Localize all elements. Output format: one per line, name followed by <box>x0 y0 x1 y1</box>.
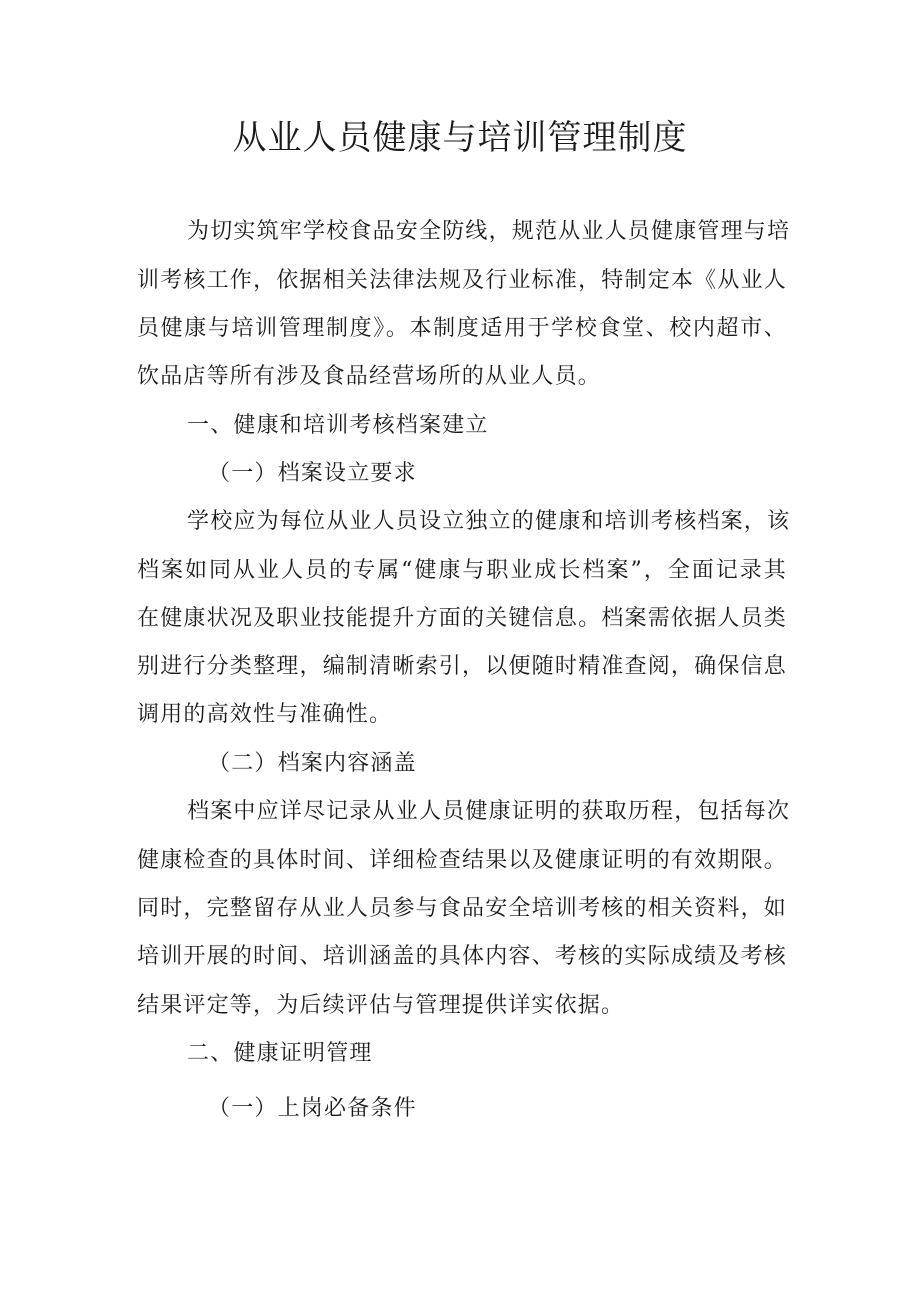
section-1-sub-2-heading: （二）档案内容涵盖 <box>208 751 417 776</box>
section-1-sub-1-line-3: 在健康状况及职业技能提升方面的关键信息。档案需依据人员类 <box>137 606 787 631</box>
section-1-sub-1-line-1: 学校应为每位从业人员设立独立的健康和培训考核档案，该 <box>187 509 791 534</box>
intro-line-4: 饮品店等所有涉及食品经营场所的从业人员。 <box>137 364 602 389</box>
section-2-sub-1-heading: （一）上岗必备条件 <box>208 1096 417 1121</box>
section-2-heading: 二、健康证明管理 <box>187 1041 373 1066</box>
intro-line-2: 训考核工作，依据相关法律法规及行业标准，特制定本《从业人 <box>137 268 787 293</box>
section-1-sub-1-line-4: 别进行分类整理，编制清晰索引，以便随时精准查阅，确保信息 <box>137 654 787 679</box>
section-1-sub-2-line-1: 档案中应详尽记录从业人员健康证明的获取历程，包括每次 <box>187 799 791 824</box>
section-1-heading: 一、健康和培训考核档案建立 <box>187 413 489 438</box>
section-1-sub-2-line-4: 培训开展的时间、培训涵盖的具体内容、考核的实际成绩及考核 <box>137 944 787 969</box>
section-1-sub-2-line-3: 同时，完整留存从业人员参与食品安全培训考核的相关资料，如 <box>137 896 787 921</box>
intro-line-3: 员健康与培训管理制度》。本制度适用于学校食堂、校内超市、 <box>137 316 787 341</box>
intro-line-1: 为切实筑牢学校食品安全防线，规范从业人员健康管理与培 <box>187 219 791 244</box>
section-1-sub-1-heading: （一）档案设立要求 <box>208 461 417 486</box>
section-1-sub-2-line-5: 结果评定等，为后续评估与管理提供详实依据。 <box>137 993 625 1018</box>
section-1-sub-1-line-2: 档案如同从业人员的专属“健康与职业成长档案”，全面记录其 <box>137 558 787 583</box>
document-title: 从业人员健康与培训管理制度 <box>232 118 688 158</box>
section-1-sub-2-line-2: 健康检查的具体时间、详细检查结果以及健康证明的有效期限。 <box>137 848 787 873</box>
section-1-sub-1-line-5: 调用的高效性与准确性。 <box>137 702 393 727</box>
